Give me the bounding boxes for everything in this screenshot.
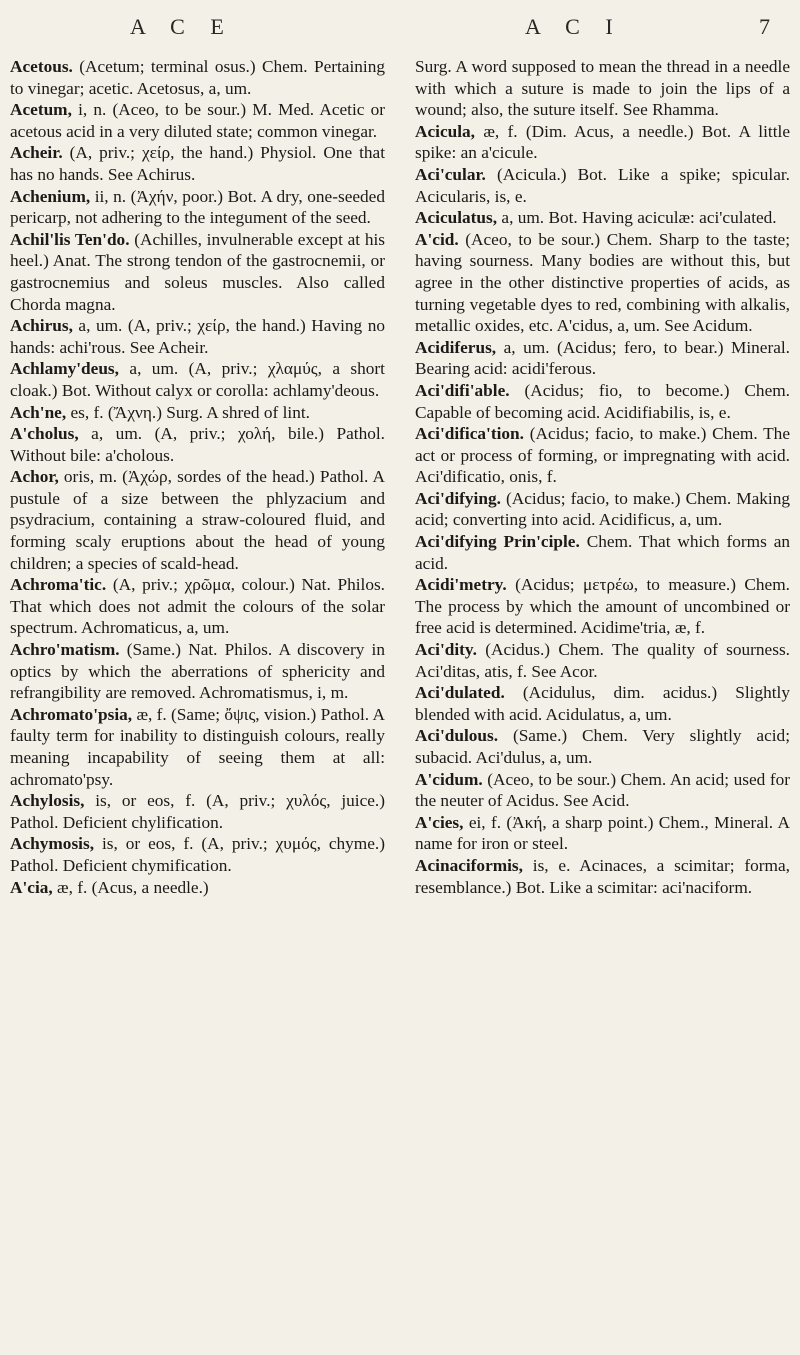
entry-definition: (Same.) Chem. Very slightly acid; subacid. Aci'dulus, a, um.: [415, 726, 790, 767]
dictionary-entry: [10, 790, 385, 833]
entry-headword: A'cidum.: [415, 769, 483, 789]
dictionary-entry: [415, 682, 790, 725]
dictionary-entry: [415, 207, 790, 229]
dictionary-entry: [10, 358, 385, 401]
entry-definition: (Acidus; facio, to make.) Chem. Making acid; converting into acid. Acidificus, a, um.: [415, 488, 790, 530]
dictionary-entry: [415, 164, 790, 207]
entry-definition: æ, f. (Acus, a needle.): [52, 877, 209, 897]
dictionary-entry: [10, 833, 385, 876]
dictionary-entry: [415, 488, 790, 531]
entry-definition: i, n. (Aceo, to be sour.) M. Med. Acetic or acetous acid in a very diluted state; common vinegar.: [10, 100, 385, 141]
entry-definition: (Acidus; facio, to make.) Chem. The act or process of forming, or impregnating with acid. Aci'dificatio, onis, f.: [415, 424, 790, 487]
running-head-left: A C E: [130, 14, 234, 39]
dictionary-entry: [415, 229, 790, 337]
entry-definition: is, e. Acinaces, a scimitar; forma, resemblance.) Bot. Like a scimitar: aci'naciform.: [415, 855, 790, 897]
dictionary-entry: [10, 229, 385, 315]
entry-headword: Aci'difica'tion.: [415, 424, 524, 444]
entry-headword: Aci'difying.: [415, 488, 501, 508]
entry-definition: (Aceo, to be sour.) Chem. Sharp to the taste; having sourness. Many bodies are without this, but agree in the other distinctive properties of acids, as turning vegetable dyes to red, combining with alkalis, metallic oxides, etc. A'cidus, a, um. See Acidum.: [415, 229, 790, 336]
dictionary-entry: [415, 769, 790, 812]
entry-headword: Acidi'metry.: [415, 575, 507, 595]
entry-headword: A'cia,: [10, 877, 53, 897]
entry-headword: Aci'difi'able.: [415, 380, 510, 400]
entry-definition: æ, f. (Same; ὄψις, vision.) Pathol. A faulty term for inability to distinguish colours, really meaning incapability of seeing them at all: achromato'psy.: [10, 704, 385, 789]
entry-headword: Achro'matism.: [10, 640, 120, 660]
entry-headword: Aci'difying Prin'ciple.: [415, 532, 580, 552]
dictionary-entry: [10, 466, 385, 574]
entry-definition: (A, priv.; χρῶμα, colour.) Nat. Philos. That which does not admit the colours of the solar spectrum. Achromaticus, a, um.: [10, 575, 385, 638]
dictionary-entry: [10, 315, 385, 358]
entry-headword: Acetum,: [10, 100, 72, 120]
entry-headword: Acinaciformis,: [415, 855, 523, 875]
entry-definition: a, um. (Acidus; fero, to bear.) Mineral. Bearing acid: acidi'ferous.: [415, 337, 790, 379]
entry-definition: is, or eos, f. (A, priv.; χυμός, chyme.) Pathol. Deficient chymification.: [10, 834, 385, 875]
dictionary-entry: [415, 574, 790, 639]
page-number: 7: [759, 14, 770, 39]
dictionary-entry: [415, 121, 790, 164]
entry-definition: æ, f. (Dim. Acus, a needle.) Bot. A little spike: an a'cicule.: [415, 121, 790, 163]
entry-headword: A'cid.: [415, 229, 459, 249]
entry-definition: a, um. (A, priv.; χλαμύς, a short cloak.) Bot. Without calyx or corolla: achlamy'deous.: [10, 359, 385, 400]
dictionary-entry: [415, 531, 790, 574]
dictionary-entry: [10, 99, 385, 142]
dictionary-entry: [415, 725, 790, 768]
dictionary-entry: [10, 423, 385, 466]
entry-definition: es, f. (Ἄχνη.) Surg. A shred of lint.: [66, 402, 310, 422]
left-column: [10, 56, 385, 1346]
entry-headword: Acetous.: [10, 57, 73, 76]
entry-headword: Achenium,: [10, 186, 91, 206]
entry-definition: (Aceo, to be sour.) Chem. An acid; used for the neuter of Acidus. See Acid.: [415, 769, 790, 811]
entry-headword: Achirus,: [10, 316, 73, 336]
dictionary-entry: [10, 186, 385, 229]
entry-definition: (Acicula.) Bot. Like a spike; spicular. Acicularis, is, e.: [415, 164, 790, 206]
entry-definition: (Acidus.) Chem. The quality of sourness. Aci'ditas, atis, f. See Acor.: [415, 640, 790, 681]
entry-headword: A'cies,: [415, 812, 464, 832]
entry-definition: (Achilles, invulnerable except at his heel.) Anat. The strong tendon of the gastrocnemii, or gastrocnemius and soleus muscles. Also called Chorda magna.: [10, 229, 385, 314]
right-column: [415, 56, 790, 1346]
entry-definition: a, um. (A, priv.; χείρ, the hand.) Having no hands: achi'rous. See Acheir.: [10, 316, 385, 357]
entry-headword: Acicula,: [415, 121, 475, 141]
dictionary-entry: [415, 812, 790, 855]
entry-headword: A'cholus,: [10, 424, 79, 444]
two-column-body: [10, 56, 790, 1346]
dictionary-entry: [10, 56, 385, 99]
entry-definition: (A, priv.; χείρ, the hand.) Physiol. One that has no hands. See Achirus.: [10, 143, 385, 184]
dictionary-entry: [10, 704, 385, 790]
entry-headword: Achylosis,: [10, 791, 85, 811]
entry-definition: oris, m. (Ἀχώρ, sordes of the head.) Pathol. A pustule of a size between the phlyzacium and psydracium, containing a straw-coloured fluid, and forming scaly eruptions about the head of young children; a species of scald-head.: [10, 467, 385, 573]
entry-headword: Aci'cular.: [415, 164, 486, 184]
entry-definition: Surg. A word supposed to mean the thread in a needle with which a suture is made to join the lips of a wound; also, the suture itself. See Rhamma.: [415, 57, 790, 120]
entry-definition: (Acidus; fio, to become.) Chem. Capable of becoming acid. Acidifiabilis, is, e.: [415, 380, 790, 422]
running-head: [0, 8, 800, 48]
entry-definition: a, um. Bot. Having aciculæ: aci'culated.: [497, 208, 777, 228]
entry-definition: ei, f. (Ἀκή, a sharp point.) Chem., Mineral. A name for iron or steel.: [415, 812, 790, 854]
entry-headword: Aciculatus,: [415, 208, 498, 228]
dictionary-entry: [415, 423, 790, 488]
dictionary-entry: [415, 380, 790, 423]
entry-definition: is, or eos, f. (A, priv.; χυλός, juice.) Pathol. Deficient chylification.: [10, 791, 385, 832]
dictionary-entry: [10, 402, 385, 424]
entry-headword: Achroma'tic.: [10, 575, 107, 595]
dictionary-entry: [10, 639, 385, 704]
entry-definition: (Acidus; μετρέω, to measure.) Chem. The process by which the amount of uncombined or free acid is determined. Acidime'tria, æ, f.: [415, 575, 790, 638]
dictionary-entry: [10, 574, 385, 639]
running-head-right: A C I: [525, 14, 623, 39]
entry-definition: Chem. That which forms an acid.: [415, 532, 790, 573]
dictionary-entry: [415, 855, 790, 898]
entry-headword: Aci'dulous.: [415, 726, 499, 746]
entry-definition: a, um. (A, priv.; χολή, bile.) Pathol. Without bile: a'cholous.: [10, 424, 385, 465]
entry-headword: Achor,: [10, 467, 59, 487]
entry-headword: Aci'dity.: [415, 640, 477, 660]
entry-headword: Acheir.: [10, 143, 63, 163]
dictionary-entry: [10, 877, 385, 899]
entry-definition: (Acetum; terminal osus.) Chem. Pertaining to vinegar; acetic. Acetosus, a, um.: [10, 57, 385, 98]
entry-definition: (Acidulus, dim. acidus.) Slightly blended with acid. Acidulatus, a, um.: [415, 683, 790, 724]
entry-headword: Achymosis,: [10, 834, 95, 854]
entry-definition: ii, n. (Ἀχήν, poor.) Bot. A dry, one-seeded pericarp, not adhering to the integument of the seed.: [10, 186, 385, 228]
entry-headword: Achromato'psia,: [10, 704, 133, 724]
entry-headword: Achlamy'deus,: [10, 359, 119, 379]
dictionary-entry: [415, 337, 790, 380]
dictionary-entry: [415, 639, 790, 682]
entry-headword: Ach'ne,: [10, 402, 67, 422]
entry-headword: Achil'lis Ten'do.: [10, 229, 130, 249]
dictionary-entry: [10, 142, 385, 185]
dictionary-entry: [415, 56, 790, 121]
entry-headword: Acidiferus,: [415, 337, 497, 357]
entry-definition: (Same.) Nat. Philos. A discovery in optics by which the aberrations of sphericity and refrangibility are removed. Achromatismus, i, m.: [10, 640, 385, 703]
entry-headword: Aci'dulated.: [415, 683, 505, 703]
